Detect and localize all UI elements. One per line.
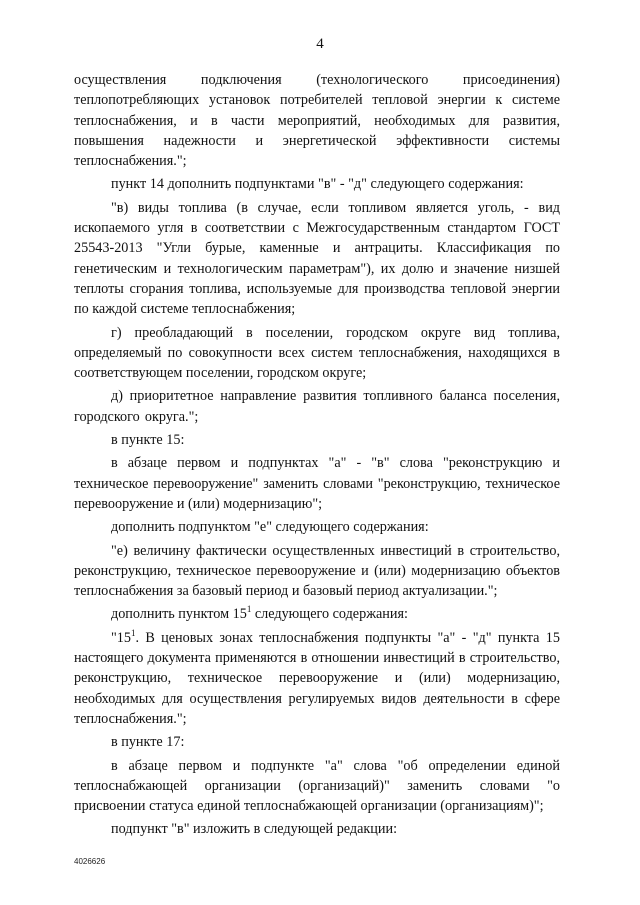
paragraph: д) приоритетное направление развития топливного баланса поселения, городского округа."; <box>74 388 560 425</box>
paragraph: г) преобладающий в поселении, городском округе вид топлива, определяемый по совокупности всех систем теплоснабжения, находящихся в соответствующем поселении, городском округе; <box>74 324 560 382</box>
paragraph: подпункт "в" изложить в следующей редакции: <box>111 821 398 838</box>
superscript: 1 <box>130 627 136 638</box>
paragraph: "е) величину фактически осуществленных инвестиций в строительство, реконструкцию, техническое перевооружение и (или) модернизацию объектов теплоснабжения за базовый период и базовый период актуализации."; <box>74 542 560 600</box>
document-code: 4026626 <box>74 857 106 866</box>
text-run: дополнить пунктом 15 <box>111 606 247 623</box>
paragraph: в пункте 15: <box>111 432 185 449</box>
page-number: 4 <box>316 36 324 52</box>
paragraph: пункт 14 дополнить подпунктами "в" - "д" следующего содержания: <box>111 176 524 193</box>
text-run: "15 <box>111 629 131 646</box>
paragraph: в абзаце первом и подпунктах "а" - "в" слова "реконструкцию и техническое перевооружение" заменить словами "реконструкцию, техническое перевооружение и (или) модернизацию"; <box>74 455 560 512</box>
paragraph: в пункте 17: <box>111 734 185 751</box>
paragraph: "в) виды топлива (в случае, если топливом является уголь, - вид ископаемого угля в соответствии с Межгосударственным стандартом ГОСТ 25543-2013 "Угли бурые, каменные и антрациты. Классификация по генетическим и технологическим параметрам"), их долю и значение низшей теплоты сгорания топлива, используемые для производства тепловой энергии по каждой системе теплоснабжения; <box>74 199 560 318</box>
paragraph <box>74 628 560 729</box>
paragraph: дополнить подпунктом "е" следующего содержания: <box>111 519 429 536</box>
text-run: . В ценовых зонах теплоснабжения подпункты "а" - "д" пункта 15 настоящего документа применяются в отношении инвестиций в строительство, реконструкцию, техническое перевооружение и (или) модернизацию, необходимых для осуществления регулируемых видов деятельности в сфере теплоснабжения."; <box>74 629 560 727</box>
document-body <box>74 70 560 840</box>
paragraph <box>74 604 560 624</box>
paragraph: осуществления подключения (технологического присоединения) теплопотребляющих установок потребителей тепловой энергии к системе теплоснабжения, и в части мероприятий, необходимых для развития, повышения надежности и энергетической эффективности системы теплоснабжения."; <box>74 72 560 170</box>
paragraph: в абзаце первом и подпункте "а" слова "об определении единой теплоснабжающей организации (организаций)" заменить словами "о присвоении статуса единой теплоснабжающей организации (организациям)"; <box>74 757 560 815</box>
superscript: 1 <box>246 604 252 615</box>
text-run: следующего содержания: <box>251 606 408 623</box>
